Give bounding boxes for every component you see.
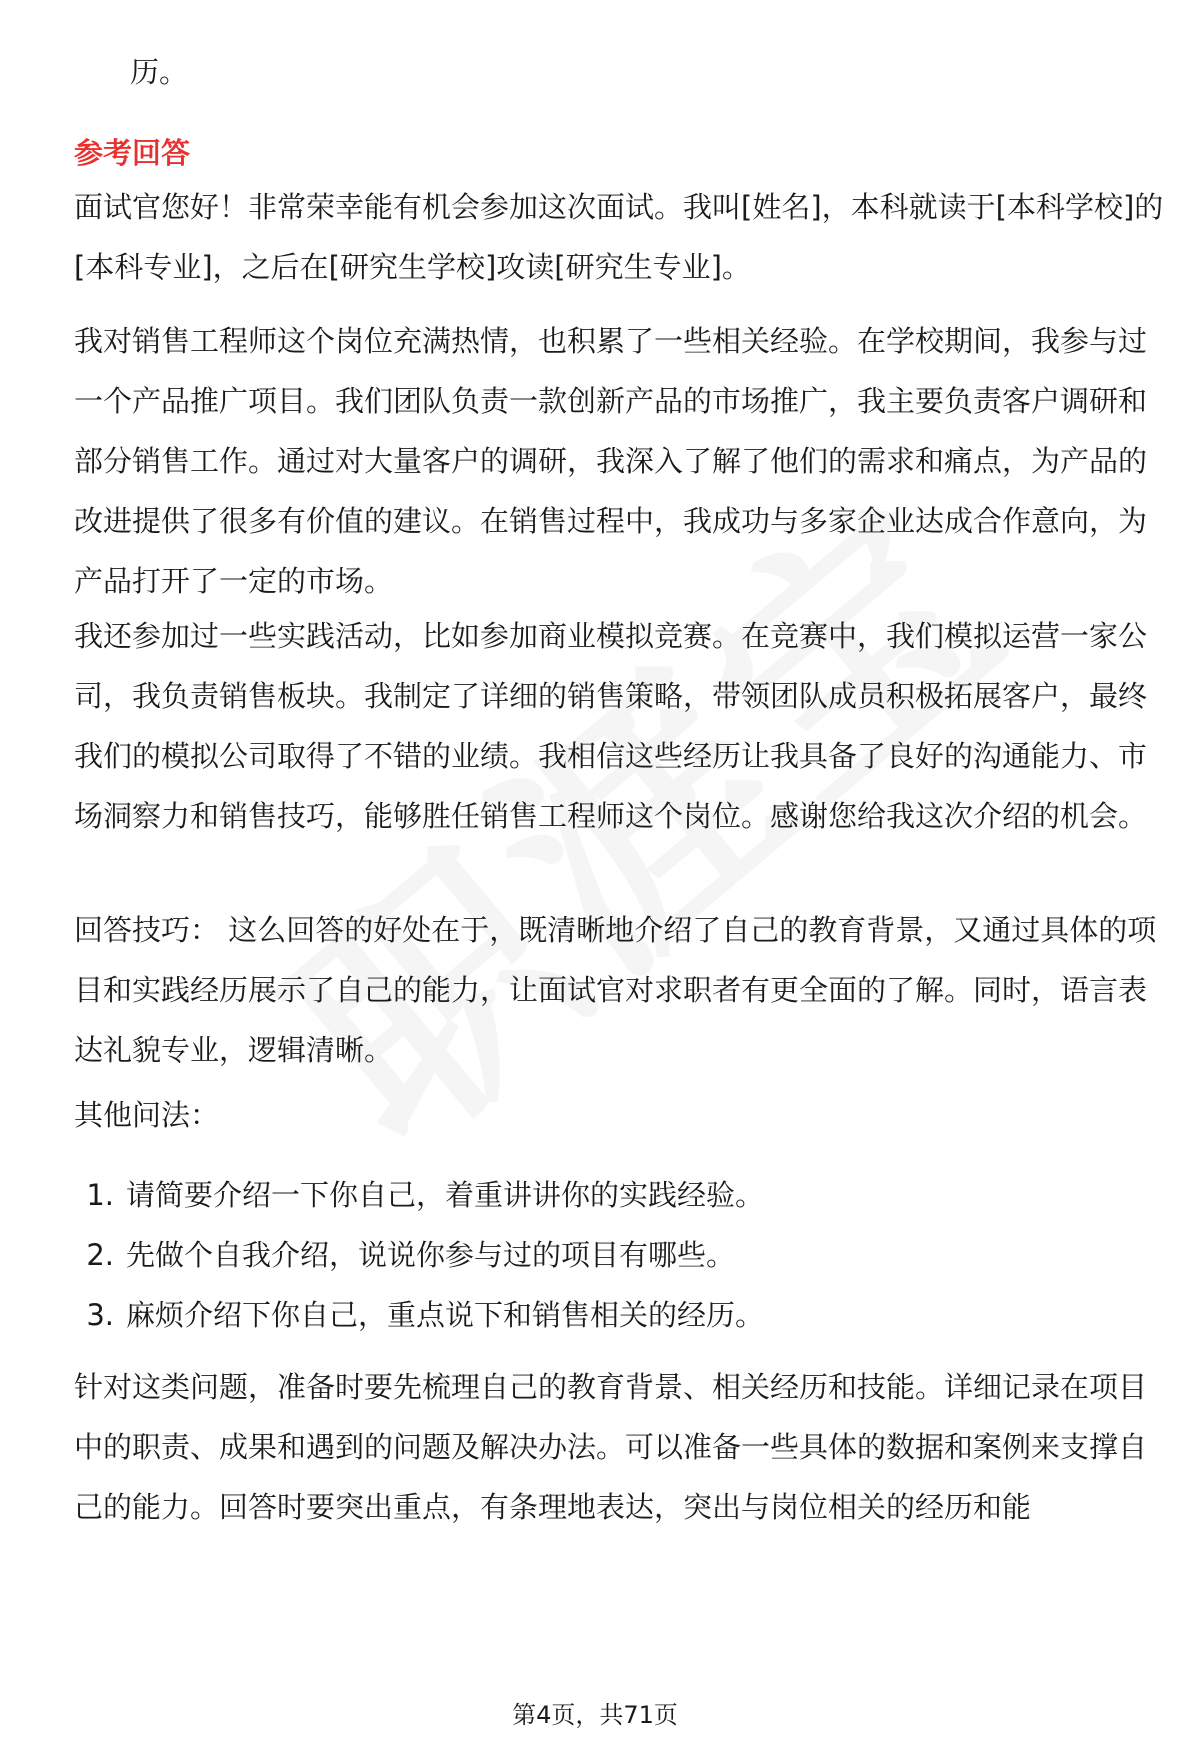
list-item: 3. 麻烦介绍下你自己，重点说下和销售相关的经历。 bbox=[86, 1298, 765, 1332]
experience-paragraph: 我对销售工程师这个岗位充满热情，也积累了一些相关经验。在学校期间，我参与过一个产品推广项目。我们团队负责一款创新产品的市场推广，我主要负责客户调研和部分销售工作。通过对大量客户的调研，我深入了解了他们的需求和痛点，为产品的改进提供了很多有价值的建议。在销售过程中，我成功与多家企业达成合作意向，为产品打开了一定的市场。 bbox=[74, 324, 1148, 598]
other-questions-label: 其他问法： bbox=[74, 1098, 220, 1132]
previous-page-tail: 历。 bbox=[130, 55, 189, 89]
tips-paragraph: 回答技巧： 这么回答的好处在于，既清晰地介绍了自己的教育背景，又通过具体的项目和实践经历展示了自己的能力，让面试官对求职者有更全面的了解。同时，语言表达礼貌专业，逻辑清晰。 bbox=[74, 913, 1157, 1067]
preparation-paragraph: 针对这类问题，准备时要先梳理自己的教育背景、相关经历和技能。详细记录在项目中的职责、成果和遇到的问题及解决办法。可以准备一些具体的数据和案例来支撑自己的能力。回答时要突出重点，有条理地表达，突出与岗位相关的经历和能 bbox=[74, 1370, 1148, 1524]
answer-heading: 参考回答 bbox=[74, 136, 191, 170]
other-questions-list bbox=[74, 1165, 1170, 1345]
practice-paragraph: 我还参加过一些实践活动，比如参加商业模拟竞赛。在竞赛中，我们模拟运营一家公司，我负责销售板块。我制定了详细的销售策略，带领团队成员积极拓展客户，最终我们的模拟公司取得了不错的业绩。我相信这些经历让我具备了良好的沟通能力、市场洞察力和销售技巧，能够胜任销售工程师这个岗位。感谢您给我这次介绍的机会。 bbox=[74, 619, 1148, 833]
intro-paragraph: 面试官您好！非常荣幸能有机会参加这次面试。我叫[姓名]，本科就读于[本科学校]的[本科专业]，之后在[研究生学校]攻读[研究生专业]。 bbox=[74, 190, 1164, 284]
list-item: 1. 请简要介绍一下你自己，着重讲讲你的实践经验。 bbox=[86, 1178, 765, 1212]
page-footer: 第4页，共71页 bbox=[512, 1701, 678, 1729]
list-item: 2. 先做个自我介绍，说说你参与过的项目有哪些。 bbox=[86, 1238, 736, 1272]
